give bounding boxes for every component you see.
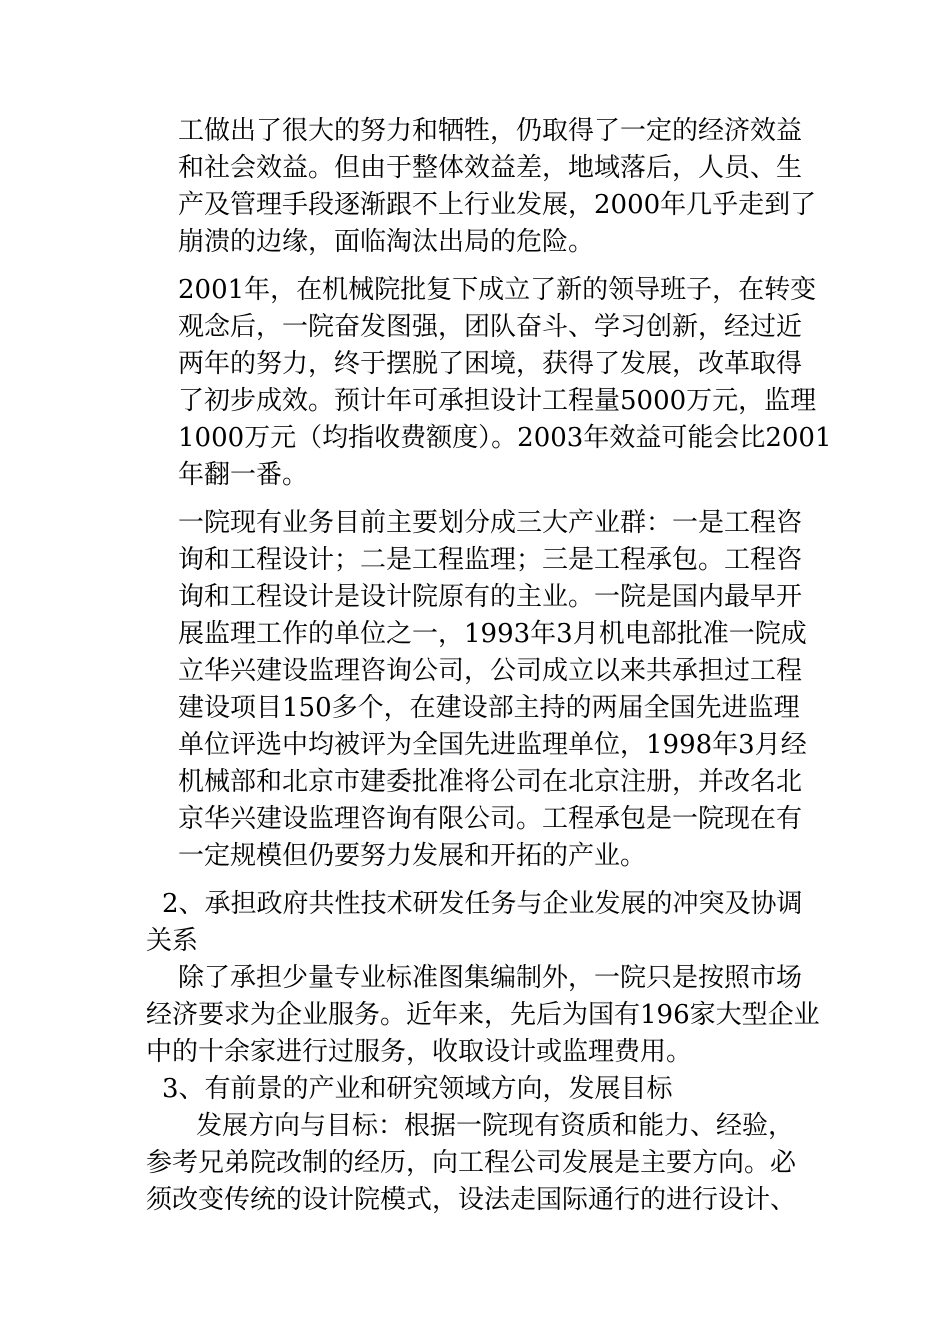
paragraph-3-line-6: 建设项目150多个，在建设部主持的两届全国先进监理 bbox=[178, 693, 800, 723]
section-heading-3: 3、有前景的产业和研究领域方向，发展目标 bbox=[162, 1074, 673, 1104]
section-heading-2-line-1: 2、承担政府共性技术研发任务与企业发展的冲突及协调 bbox=[162, 889, 803, 919]
paragraph-4-line-3: 中的十余家进行过服务，收取设计或监理费用。 bbox=[146, 1037, 693, 1067]
paragraph-2-line-5: 1000万元（均指收费额度）。2003年效益可能会比2001 bbox=[178, 423, 832, 453]
paragraph-2-line-3: 两年的努力，终于摆脱了困境，获得了发展，改革取得 bbox=[178, 349, 803, 379]
paragraph-1-line-3: 产及管理手段逐渐跟不上行业发展，2000年几乎走到了 bbox=[178, 190, 817, 220]
paragraph-3-line-3: 询和工程设计是设计院原有的主业。一院是国内最早开 bbox=[178, 582, 803, 612]
paragraph-3-line-9: 京华兴建设监理咨询有限公司。工程承包是一院现在有 bbox=[178, 804, 803, 834]
paragraph-3-line-10: 一定规模但仍要努力发展和开拓的产业。 bbox=[178, 841, 647, 871]
paragraph-3-line-1: 一院现有业务目前主要划分成三大产业群：一是工程咨 bbox=[178, 508, 803, 538]
paragraph-5-line-1: 发展方向与目标：根据一院现有资质和能力、经验， bbox=[196, 1111, 795, 1141]
paragraph-2-line-4: 了初步成效。预计年可承担设计工程量5000万元，监理 bbox=[178, 386, 817, 416]
paragraph-2-line-6: 年翻一番。 bbox=[178, 460, 309, 490]
paragraph-1-line-1: 工做出了很大的努力和牺牲，仍取得了一定的经济效益 bbox=[178, 116, 803, 146]
section-heading-2-line-2: 关系 bbox=[146, 926, 199, 956]
paragraph-2-line-1: 2001年，在机械院批复下成立了新的领导班子，在转变 bbox=[178, 275, 817, 305]
paragraph-5-line-3: 须改变传统的设计院模式，设法走国际通行的进行设计、 bbox=[146, 1185, 797, 1215]
paragraph-3-line-2: 询和工程设计；二是工程监理；三是工程承包。工程咨 bbox=[178, 545, 803, 575]
paragraph-4-line-2: 经济要求为企业服务。近年来，先后为国有196家大型企业 bbox=[146, 1000, 820, 1030]
paragraph-3-line-5: 立华兴建设监理咨询公司，公司成立以来共承担过工程 bbox=[178, 656, 803, 686]
paragraph-3-line-7: 单位评选中均被评为全国先进监理单位，1998年3月经 bbox=[178, 730, 807, 760]
paragraph-3-line-8: 机械部和北京市建委批准将公司在北京注册，并改名北 bbox=[178, 767, 803, 797]
paragraph-5-line-2: 参考兄弟院改制的经历，向工程公司发展是主要方向。必 bbox=[146, 1148, 797, 1178]
paragraph-3-line-4: 展监理工作的单位之一，1993年3月机电部批准一院成 bbox=[178, 619, 807, 649]
paragraph-2-line-2: 观念后，一院奋发图强，团队奋斗、学习创新，经过近 bbox=[178, 312, 803, 342]
paragraph-1-line-2: 和社会效益。但由于整体效益差，地域落后，人员、生 bbox=[178, 153, 803, 183]
paragraph-4-line-1: 除了承担少量专业标准图集编制外，一院只是按照市场 bbox=[178, 963, 803, 993]
paragraph-1-line-4: 崩溃的边缘，面临淘汰出局的危险。 bbox=[178, 227, 595, 257]
